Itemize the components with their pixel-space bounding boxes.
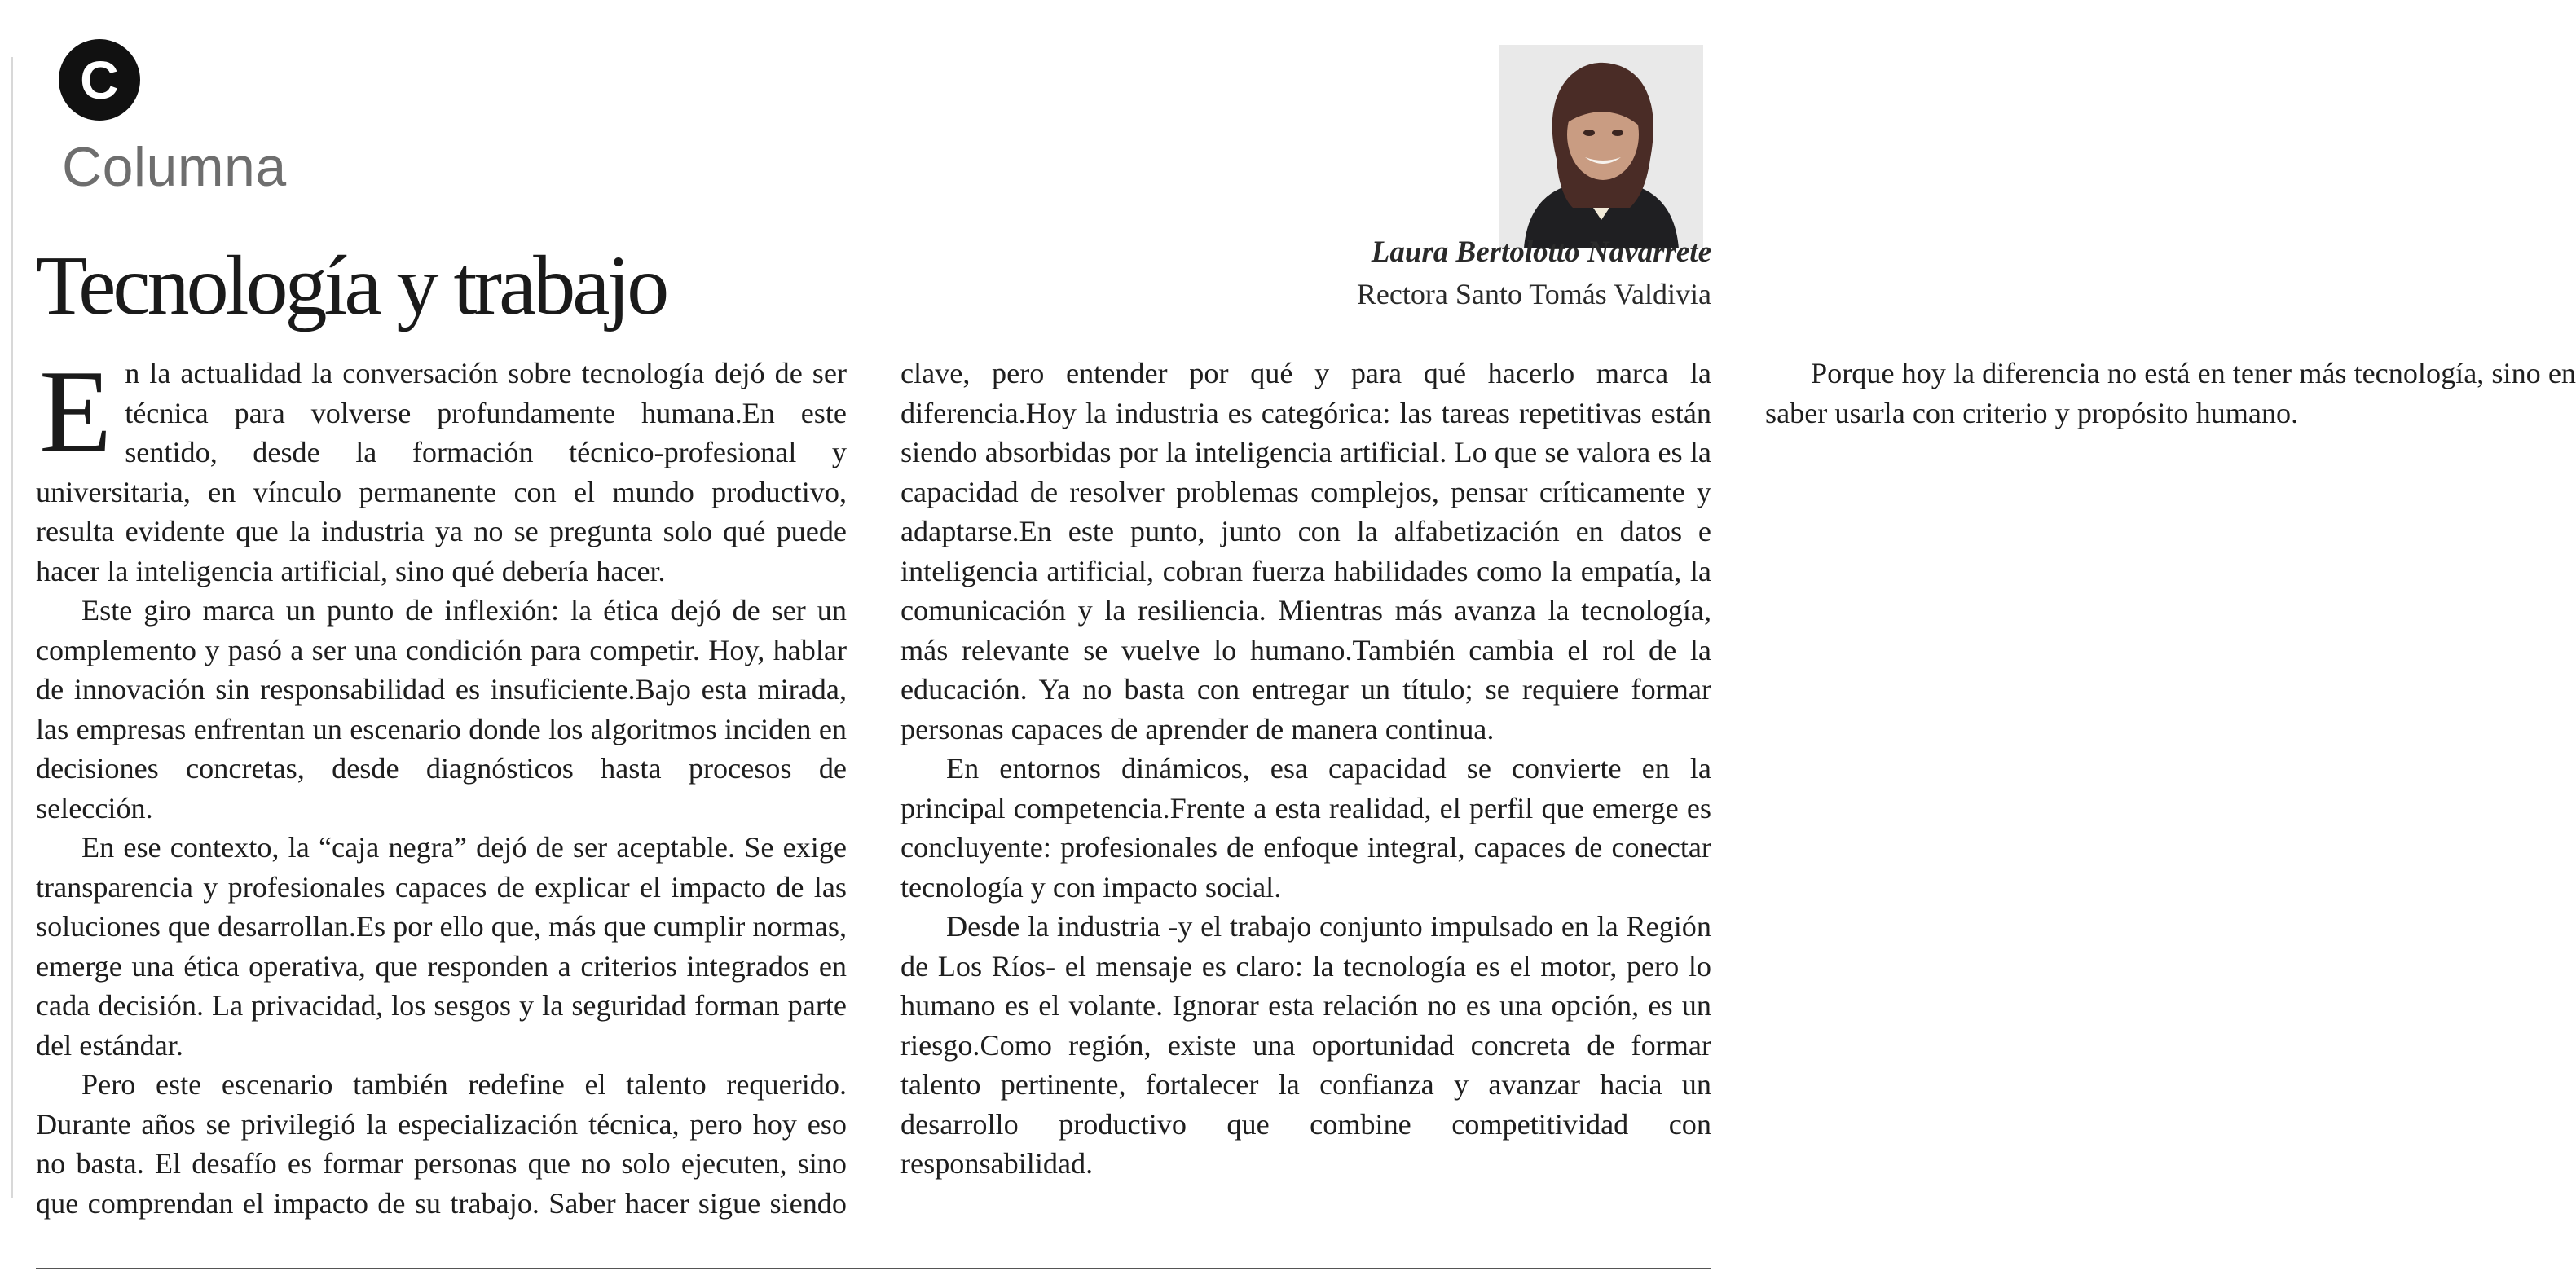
author-name: Laura Bertolotto Navarrete xyxy=(1371,235,1711,269)
section-label: Columna xyxy=(62,136,287,198)
article-body xyxy=(36,345,2576,1250)
author-role: Rectora Santo Tomás Valdivia xyxy=(1356,278,1711,310)
bottom-rule xyxy=(36,1268,1711,1269)
article-paragraph: En ese contexto, la “caja negra” dejó de ser aceptable. Se exige transparencia y profesionales capaces de explicar el impacto de las soluciones que desarrollan.Es por ello que, más que cumplir normas, emerge una ética operativa, que responden a criterios integrados en cada decisión. La privacidad, los sesgos y la seguridad forman parte del estándar. xyxy=(36,831,847,1062)
article-paragraph: Este giro marca un punto de inflexión: la ética dejó de ser un complemento y pasó a ser una condición para competir. Hoy, hablar de innovación sin responsabilidad es insuficiente.Bajo esta mirada, las empresas enfrentan un escenario donde los algoritmos inciden en decisiones concretas, desde diagnósticos hasta procesos de selección. xyxy=(36,594,847,824)
article-paragraph: Desde la industria -y el trabajo conjunto impulsado en la Región de Los Ríos- el mensaje es claro: la tecnología es el motor, pero lo humano es el volante. Ignorar esta relación no es una opción, es un riesgo.Como región, existe una oportunidad concreta de formar talento pertinente, fortalecer la confianza y avanzar hacia un desarrollo productivo que combine competitividad con responsabilidad. xyxy=(900,910,1711,1180)
page-edge-rule xyxy=(11,57,13,1198)
drop-cap: E xyxy=(39,345,112,477)
article-paragraph: Porque hoy la diferencia no está en tener más tecnología, sino en saber usarla con criterio y propósito humano. xyxy=(1765,357,2576,429)
article-paragraph: Pero este escenario también redefine el talento requerido. Durante años se privilegió la especialización técnica, pero hoy eso no basta. El desafío es formar personas que no solo ejecuten, sino que comprendan el impacto de su trabajo. Saber hacer sigue siendo clave, pero entender por qué y para qué hacerlo marca la diferencia.Hoy la industria es categórica: las tareas repetitivas están siendo absorbidas por la inteligencia artificial. Lo que se valora es la capacidad de resolver problemas complejos, pensar críticamente y adaptarse.En este punto, junto con la alfabetización en datos e inteligencia artificial, cobran fuerza habilidades como la empatía, la comunicación y la resiliencia. Mientras más avanza la tecnología, más relevante se vuelve lo humano.También cambia el rol de la educación. Ya no basta con entregar un título; se requiere formar personas capaces de aprender de manera continua. xyxy=(36,357,1711,1220)
article-paragraph: En la actualidad la conversación sobre tecnología dejó de ser técnica para volverse profundamente humana.En este sentido, desde la formación técnico-profesional y universitaria, en vínculo permanente con el mundo productivo, resulta evidente que la industria ya no se pregunta solo qué puede hacer la inteligencia artificial, sino qué debería hacer. xyxy=(36,345,847,587)
column-badge: C xyxy=(59,39,140,121)
author-portrait-icon xyxy=(1499,45,1703,248)
article-paragraph: En entornos dinámicos, esa capacidad se convierte en la principal competencia.Frente a esta realidad, el perfil que emerge es concluyente: profesionales de enfoque integral, capaces de conectar tecnología y con impacto social. xyxy=(900,752,1711,904)
article-headline: Tecnología y trabajo xyxy=(36,239,667,332)
author-photo xyxy=(1499,45,1703,248)
